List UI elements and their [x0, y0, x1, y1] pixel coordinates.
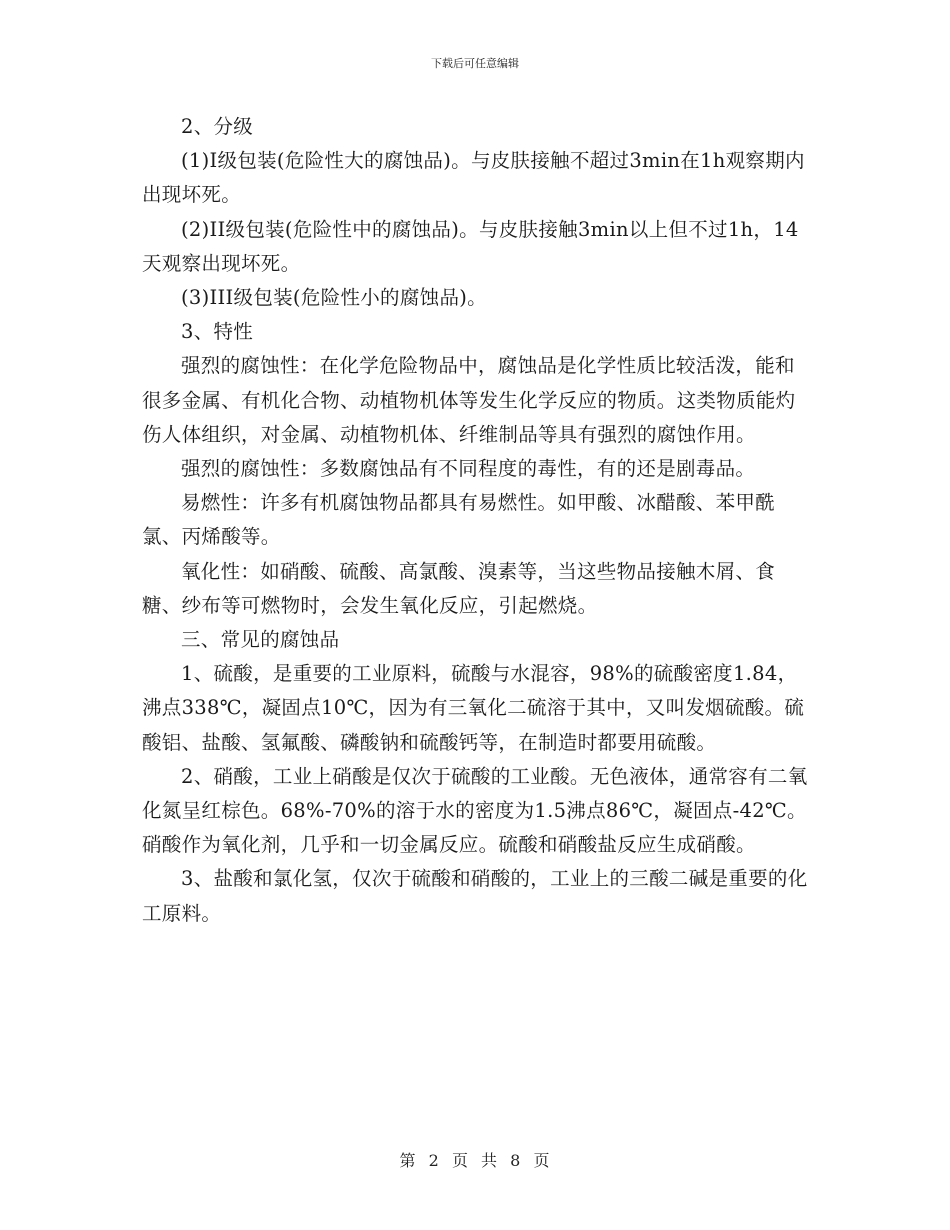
footer-page-unit: 页	[451, 1151, 469, 1170]
footer-current-page: 2	[428, 1151, 440, 1170]
paragraph-nitric-acid: 2、硝酸，工业上硝酸是仅次于硫酸的工业酸。无色液体，通常容有二氧化氮呈红棕色。68%-70%的溶于水的密度为1.5沸点86℃，凝固点-42℃。硝酸作为氧化剂，几乎和一切金属反应。硫酸和硝酸盐反应生成硝酸。	[142, 764, 808, 857]
page-footer	[0, 1148, 950, 1171]
footer-total-label: 共	[481, 1151, 499, 1170]
footer-total-pages: 8	[510, 1151, 522, 1170]
paragraph-oxidizing: 氧化性：如硝酸、硫酸、高氯酸、溴素等，当这些物品接触木屑、食糖、纱布等可燃物时，会发生氧化反应，引起燃烧。	[142, 559, 776, 617]
section-heading-properties: 3、特性	[181, 320, 254, 344]
paragraph-toxicity: 强烈的腐蚀性：多数腐蚀品有不同程度的毒性，有的还是剧毒品。	[181, 457, 756, 481]
paragraph-packing-group-2: (2)II级包装(危险性中的腐蚀品)。与皮肤接触3min以上但不过1h，14天观察出现坏死。	[142, 217, 799, 275]
paragraph-corrosiveness: 强烈的腐蚀性：在化学危险物品中，腐蚀品是化学性质比较活泼，能和很多金属、有机化合物、动植物机体等发生化学反应的物质。这类物质能灼伤人体组织，对金属、动植物机体、纤维制品等具有强烈的腐蚀作用。	[142, 354, 796, 446]
paragraph-sulfuric-acid: 1、硫酸，是重要的工业原料，硫酸与水混容，98%的硫酸密度1.84，沸点338℃，凝固点10℃，因为有三氧化二硫溶于其中，又叫发烟硫酸。硫酸铝、盐酸、氢氟酸、磷酸钠和硫酸钙等，在制造时都要用硫酸。	[142, 662, 805, 754]
section-heading-grading: 2、分级	[181, 115, 254, 138]
document-body	[142, 110, 810, 931]
footer-prefix: 第	[399, 1151, 417, 1170]
page-header: 下载后可任意编辑	[431, 57, 519, 70]
paragraph-hydrochloric-acid: 3、盐酸和氯化氢，仅次于硫酸和硝酸的，工业上的三酸二碱是重要的化工原料。	[142, 867, 808, 925]
paragraph-flammability: 易燃性：许多有机腐蚀物品都具有易燃性。如甲酸、冰醋酸、苯甲酰氯、丙烯酸等。	[142, 491, 776, 549]
paragraph-packing-group-1: (1)I级包装(危险性大的腐蚀品)。与皮肤接触不超过3min在1h观察期内出现坏死。	[142, 149, 805, 207]
section-heading-common-corrosives: 三、常见的腐蚀品	[181, 628, 340, 652]
paragraph-packing-group-3: (3)III级包装(危险性小的腐蚀品)。	[181, 286, 487, 310]
footer-suffix: 页	[533, 1151, 551, 1170]
